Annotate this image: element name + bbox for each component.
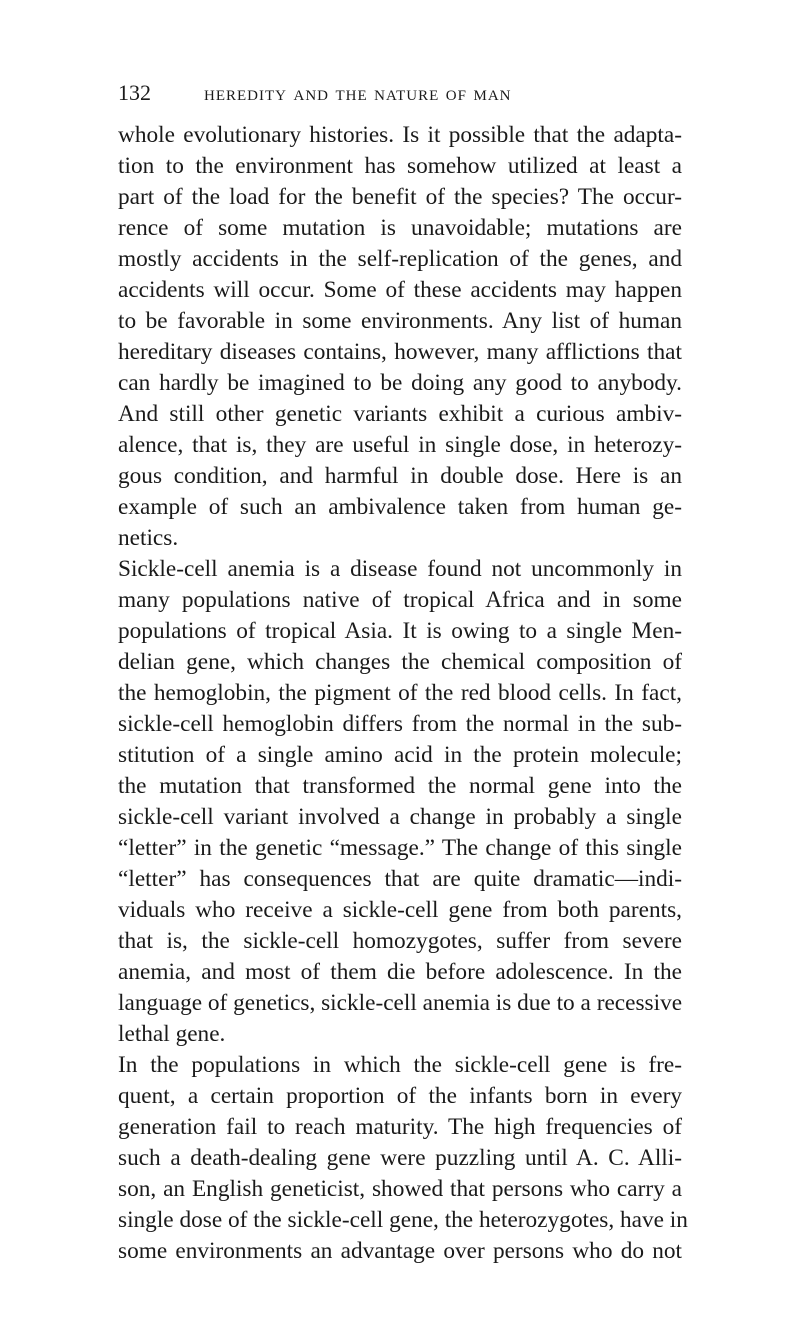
text-line: viduals who receive a sickle-cell gene from both parents, — [118, 897, 682, 923]
text-line: example of such an ambivalence taken from human ge- — [118, 494, 682, 520]
text-line: language of genetics, sickle-cell anemia is due to a recessive — [118, 990, 683, 1016]
text-line: rence of some mutation is unavoidable; mutations are — [118, 215, 682, 241]
body-text — [118, 120, 688, 1267]
text-line: gous condition, and harmful in double dose. Here is an — [118, 463, 682, 489]
text-line: many populations native of tropical Africa and in some — [118, 587, 682, 613]
text-line: anemia, and most of them die before adolescence. In the — [118, 959, 682, 985]
text-line: stitution of a single amino acid in the protein molecule; — [118, 742, 682, 768]
text-line: generation fail to reach maturity. The high frequencies of — [118, 1114, 682, 1140]
text-line: sickle-cell hemoglobin differs from the normal in the sub- — [118, 711, 682, 737]
page-header — [118, 78, 678, 108]
text-line: delian gene, which changes the chemical composition of — [118, 649, 682, 675]
text-line: can hardly be imagined to be doing any good to anybody. — [118, 370, 682, 396]
text-line: sickle-cell variant involved a change in probably a single — [118, 804, 682, 830]
text-line: the hemoglobin, the pigment of the red blood cells. In fact, — [118, 680, 682, 706]
text-line: And still other genetic variants exhibit a curious ambiv- — [118, 401, 682, 427]
text-line: Sickle-cell anemia is a disease found not uncommonly in — [118, 556, 682, 582]
text-line: “letter” in the genetic “message.” The change of this single — [118, 835, 682, 861]
text-line: such a death-dealing gene were puzzling until A. C. Alli- — [118, 1145, 682, 1171]
text-line: whole evolutionary histories. Is it possible that the adapta- — [118, 122, 682, 148]
text-line: alence, that is, they are useful in single dose, in heterozy- — [118, 432, 682, 458]
text-line: populations of tropical Asia. It is owing to a single Men- — [118, 618, 682, 644]
text-line: some environments an advantage over persons who do not — [118, 1238, 682, 1264]
text-line: lethal gene. — [118, 1021, 226, 1047]
text-line: that is, the sickle-cell homozygotes, suffer from severe — [118, 928, 682, 954]
text-line: In the populations in which the sickle-cell gene is fre- — [118, 1052, 682, 1078]
text-line: hereditary diseases contains, however, many afflictions that — [118, 339, 682, 365]
text-line: accidents will occur. Some of these accidents may happen — [118, 277, 682, 303]
text-line: tion to the environment has somehow utilized at least a — [118, 153, 682, 179]
running-head: heredity and the nature of man — [204, 80, 512, 105]
text-line: son, an English geneticist, showed that persons who carry a — [118, 1176, 682, 1202]
text-line: mostly accidents in the self-replication of the genes, and — [118, 246, 682, 272]
text-line: single dose of the sickle-cell gene, the heterozygotes, have in — [118, 1207, 688, 1233]
text-line: quent, a certain proportion of the infants born in every — [118, 1083, 682, 1109]
text-line: part of the load for the benefit of the species? The occur- — [118, 184, 682, 210]
text-line: netics. — [118, 525, 179, 551]
text-line: to be favorable in some environments. Any list of human — [118, 308, 682, 334]
page-number: 132 — [118, 80, 151, 105]
text-line: “letter” has consequences that are quite dramatic—indi- — [118, 866, 682, 892]
text-line: the mutation that transformed the normal gene into the — [118, 773, 682, 799]
